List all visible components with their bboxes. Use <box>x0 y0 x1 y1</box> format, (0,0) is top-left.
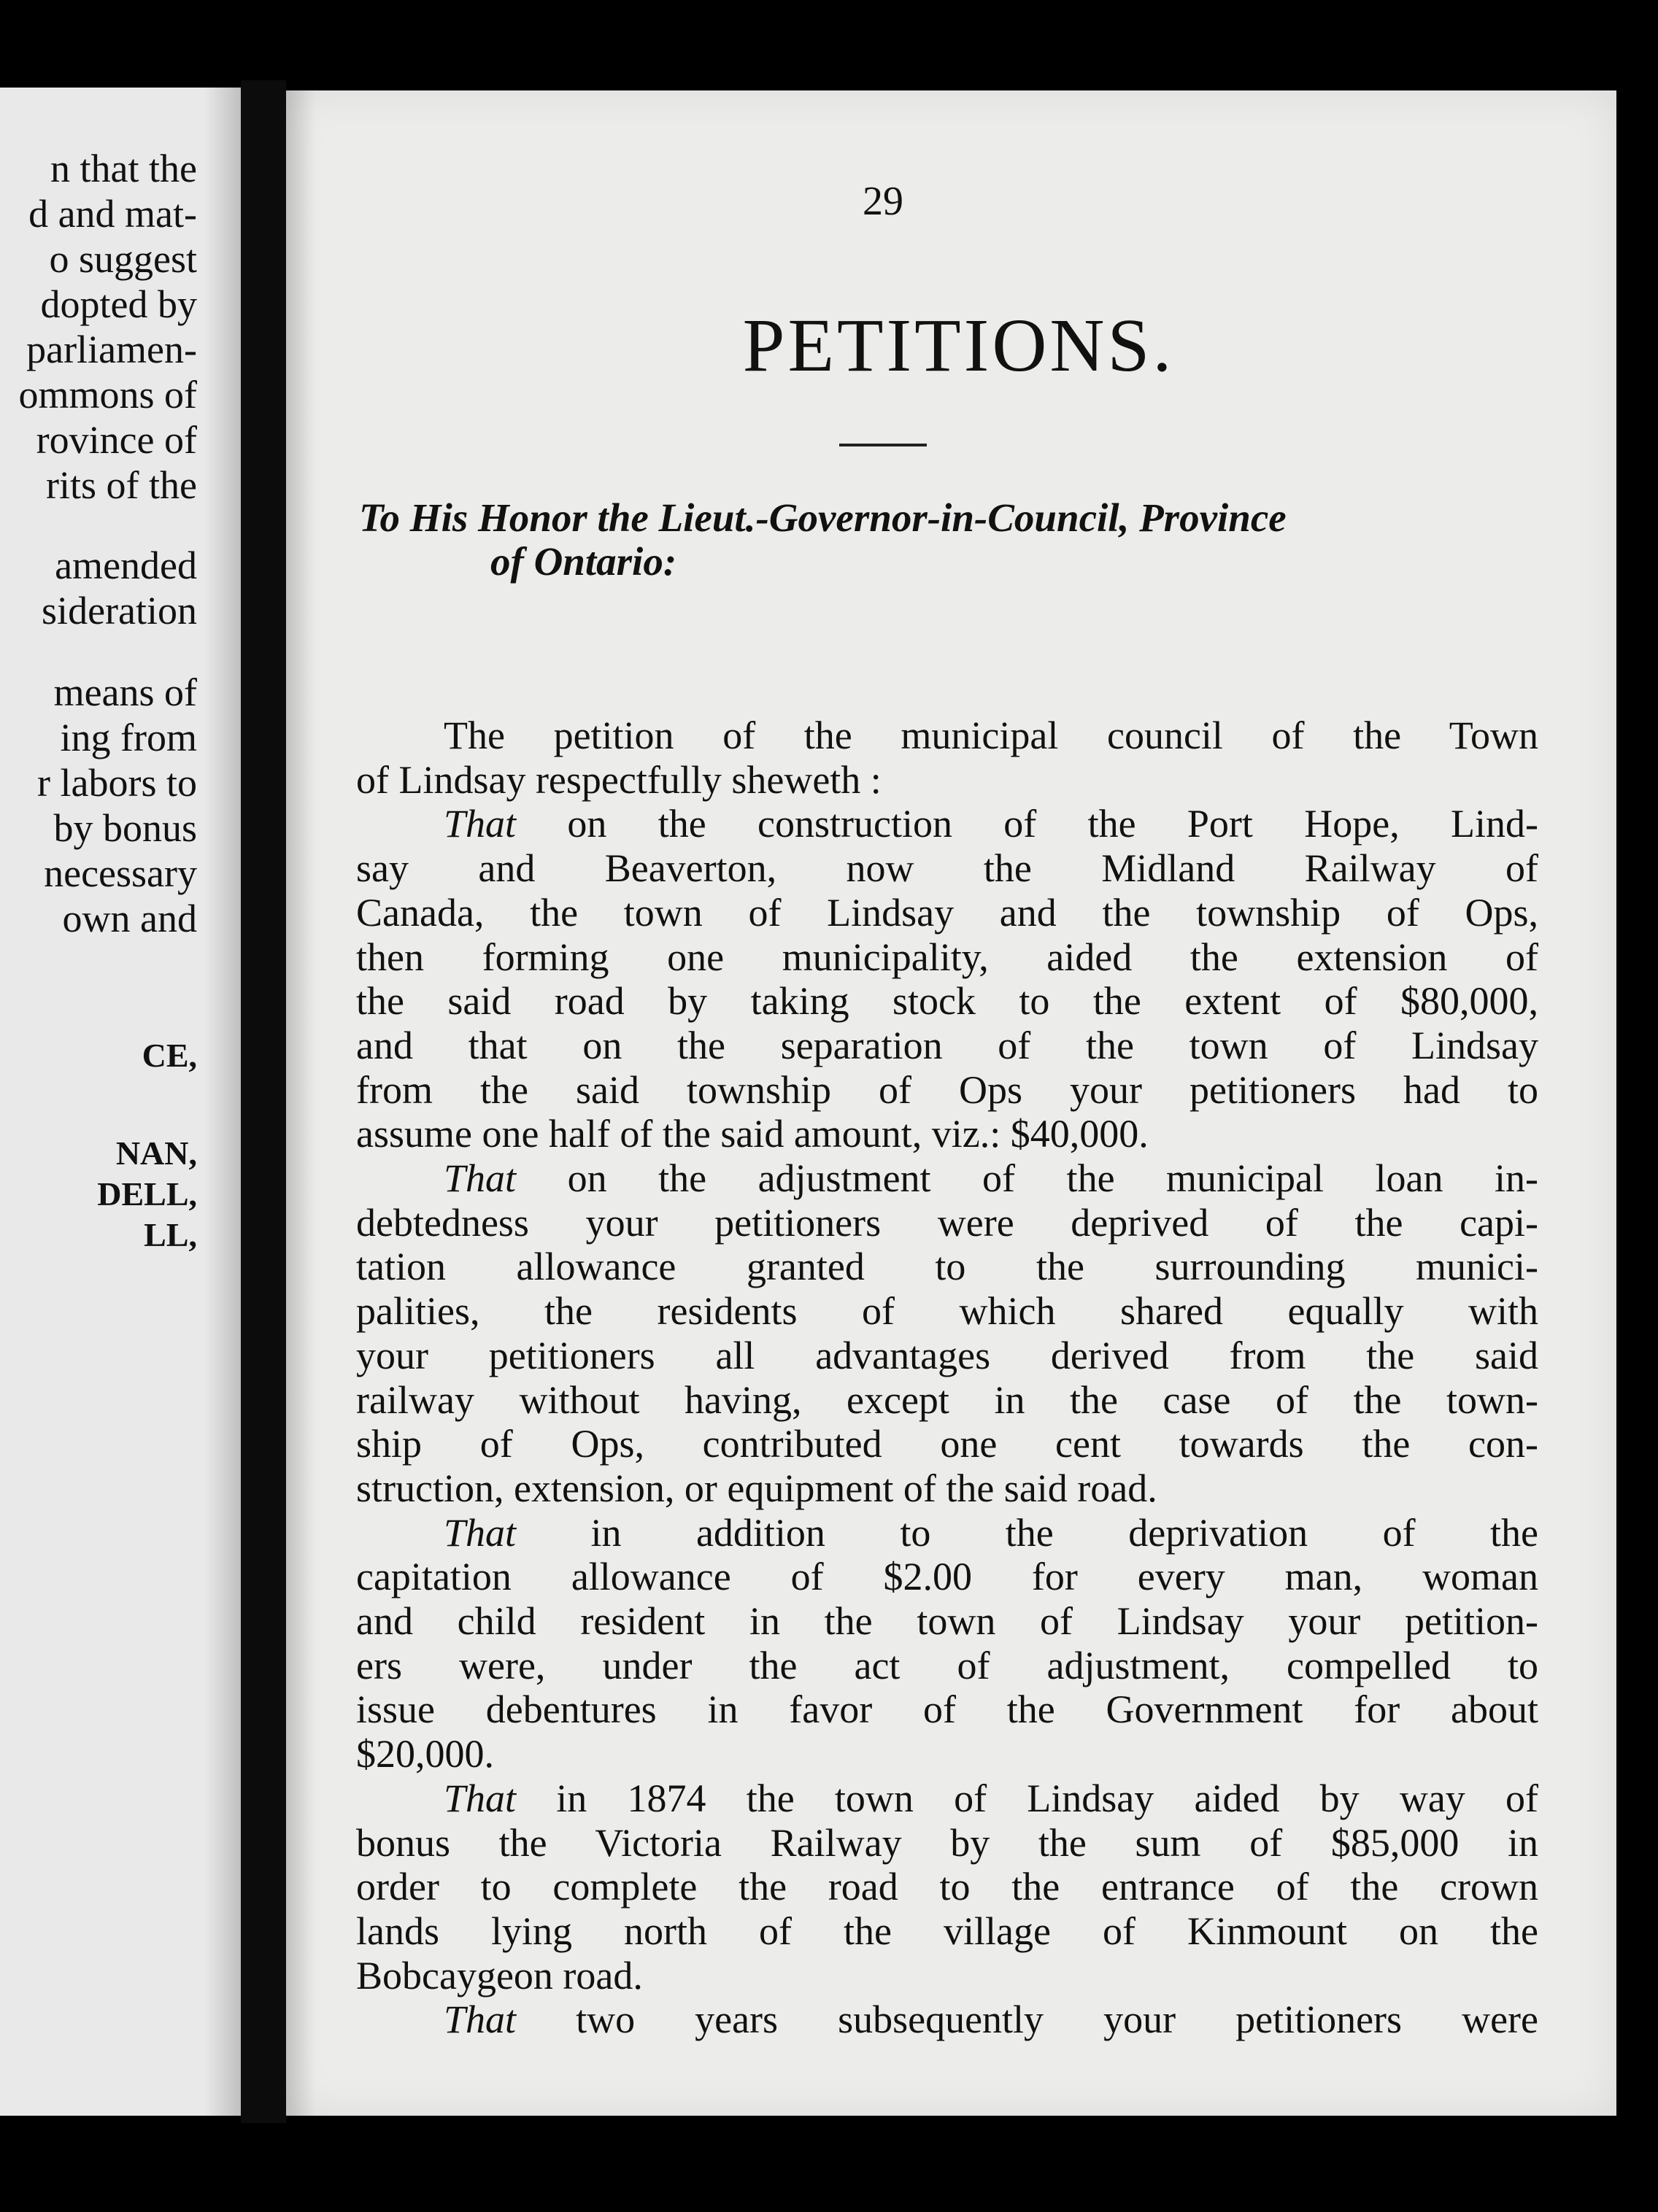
body-line-text: and that on the separation of the town of Lindsay <box>356 1023 1538 1067</box>
body-line <box>356 1378 1538 1423</box>
body-line-text: debtedness your petitioners were deprived of the capi- <box>356 1200 1538 1245</box>
previous-page-line: dopted by <box>40 282 197 326</box>
petition-address <box>359 496 1541 584</box>
body-line-lead: That <box>444 1998 517 2042</box>
body-line <box>356 1024 1538 1068</box>
body-line <box>356 1112 1538 1156</box>
body-line <box>356 1599 1538 1644</box>
body-line <box>356 1156 1538 1201</box>
body-line-text: struction, extension, or equipment of the said road. <box>356 1466 1157 1510</box>
petition-body <box>356 714 1538 2042</box>
body-line <box>356 714 1538 758</box>
body-line-text: in addition to the deprivation of the <box>516 1510 1538 1555</box>
address-line-1: To His Honor the Lieut.-Governor-in-Council, Province <box>359 495 1287 540</box>
body-line <box>356 1334 1538 1378</box>
previous-page-line: NAN, <box>115 1134 197 1172</box>
body-line-text: of Lindsay respectfully sheweth : <box>356 757 882 802</box>
body-line <box>356 1201 1538 1245</box>
previous-page-line: DELL, <box>97 1175 197 1213</box>
body-line-text: Bobcaygeon road. <box>356 1953 643 1998</box>
body-line-text: order to complete the road to the entrance of the crown <box>356 1865 1538 1909</box>
previous-page-line: parliamen- <box>26 328 197 371</box>
body-line <box>356 1954 1538 1998</box>
body-line <box>356 1289 1538 1334</box>
address-line-2: of Ontario: <box>490 539 677 584</box>
body-line <box>356 1466 1538 1511</box>
title-rule <box>839 444 927 446</box>
body-line-text: The petition of the municipal council of the Town <box>444 714 1538 757</box>
body-line-text: $20,000. <box>356 1732 494 1776</box>
page-number: 29 <box>863 179 903 224</box>
page-fold-shadow <box>204 88 241 2116</box>
body-line-text: lands lying north of the village of Kinmount on the <box>356 1909 1538 1953</box>
body-line-lead: That <box>444 1510 517 1555</box>
previous-page-line: r labors to <box>37 761 197 805</box>
body-line <box>356 758 1538 803</box>
body-line-text: and child resident in the town of Lindsay your petition- <box>356 1599 1538 1644</box>
previous-page-line: rovince of <box>36 418 197 462</box>
body-line <box>356 1555 1538 1599</box>
book-gutter <box>241 80 286 2123</box>
body-line <box>356 846 1538 891</box>
body-line-text: from the said township of Ops your petitioners had to <box>356 1067 1538 1112</box>
body-line-text: the said road by taking stock to the extent of $80,000, <box>356 979 1538 1024</box>
body-line-lead: That <box>444 802 517 846</box>
body-line-text: bonus the Victoria Railway by the sum of $85,000 in <box>356 1820 1538 1865</box>
body-line-text: two years subsequently your petitioners were <box>516 1998 1538 2042</box>
body-line <box>356 1865 1538 1909</box>
page-title: PETITIONS. <box>742 303 1175 387</box>
previous-page-line: ing from <box>60 716 197 759</box>
previous-page-line: n that the <box>50 147 197 190</box>
body-line <box>356 1068 1538 1113</box>
body-line <box>356 1909 1538 1954</box>
previous-page-line: necessary <box>44 851 197 895</box>
body-line <box>356 1998 1538 2042</box>
previous-page-line: sideration <box>42 589 197 633</box>
body-line-text: then forming one municipality, aided the extension of <box>356 935 1538 979</box>
previous-page-line: d and mat- <box>28 192 197 236</box>
body-line-text: ers were, under the act of adjustment, compelled to <box>356 1643 1538 1687</box>
body-line-text: tation allowance granted to the surrounding munici- <box>356 1245 1538 1289</box>
body-line <box>356 1422 1538 1466</box>
body-line-text: Canada, the town of Lindsay and the township of Ops, <box>356 890 1538 935</box>
body-line-text: on the construction of the Port Hope, Lind- <box>516 802 1538 846</box>
body-line-text: palities, the residents of which shared equally with <box>356 1289 1538 1334</box>
page-fold-shadow <box>286 90 315 2116</box>
body-line-lead: That <box>444 1156 517 1201</box>
previous-page <box>0 88 241 2116</box>
body-line-text: ship of Ops, contributed one cent towards the con- <box>356 1422 1538 1466</box>
previous-page-line: CE, <box>142 1037 197 1074</box>
body-line-lead: That <box>444 1776 517 1820</box>
body-line-text: in 1874 the town of Lindsay aided by way of <box>516 1776 1538 1820</box>
body-line-text: say and Beaverton, now the Midland Railway of <box>356 846 1538 891</box>
body-line-text: assume one half of the said amount, viz.: $40,000. <box>356 1112 1149 1156</box>
body-line <box>356 1732 1538 1776</box>
previous-page-line: means of <box>53 670 197 714</box>
previous-page-line: by bonus <box>53 806 197 850</box>
body-line <box>356 802 1538 846</box>
body-line <box>356 1821 1538 1865</box>
body-line <box>356 1776 1538 1821</box>
body-line <box>356 1687 1538 1732</box>
previous-page-line: own and <box>62 897 197 940</box>
previous-page-line: ommons of <box>18 373 197 417</box>
body-line <box>356 935 1538 980</box>
previous-page-line: o suggest <box>49 237 197 281</box>
previous-page-line: LL, <box>144 1216 197 1253</box>
body-line <box>356 1644 1538 1688</box>
body-line-text: issue debentures in favor of the Government for about <box>356 1687 1538 1732</box>
body-line <box>356 891 1538 935</box>
body-line-text: railway without having, except in the case of the town- <box>356 1377 1538 1422</box>
body-line-text: your petitioners all advantages derived from the said <box>356 1333 1538 1377</box>
body-line-text: on the adjustment of the municipal loan in- <box>516 1156 1538 1201</box>
previous-page-line: rits of the <box>46 463 197 507</box>
current-page <box>286 90 1616 2116</box>
previous-page-line: amended <box>55 544 197 587</box>
body-line <box>356 1511 1538 1555</box>
body-line-text: capitation allowance of $2.00 for every man, woman <box>356 1555 1538 1599</box>
body-line <box>356 979 1538 1024</box>
body-line <box>356 1245 1538 1289</box>
